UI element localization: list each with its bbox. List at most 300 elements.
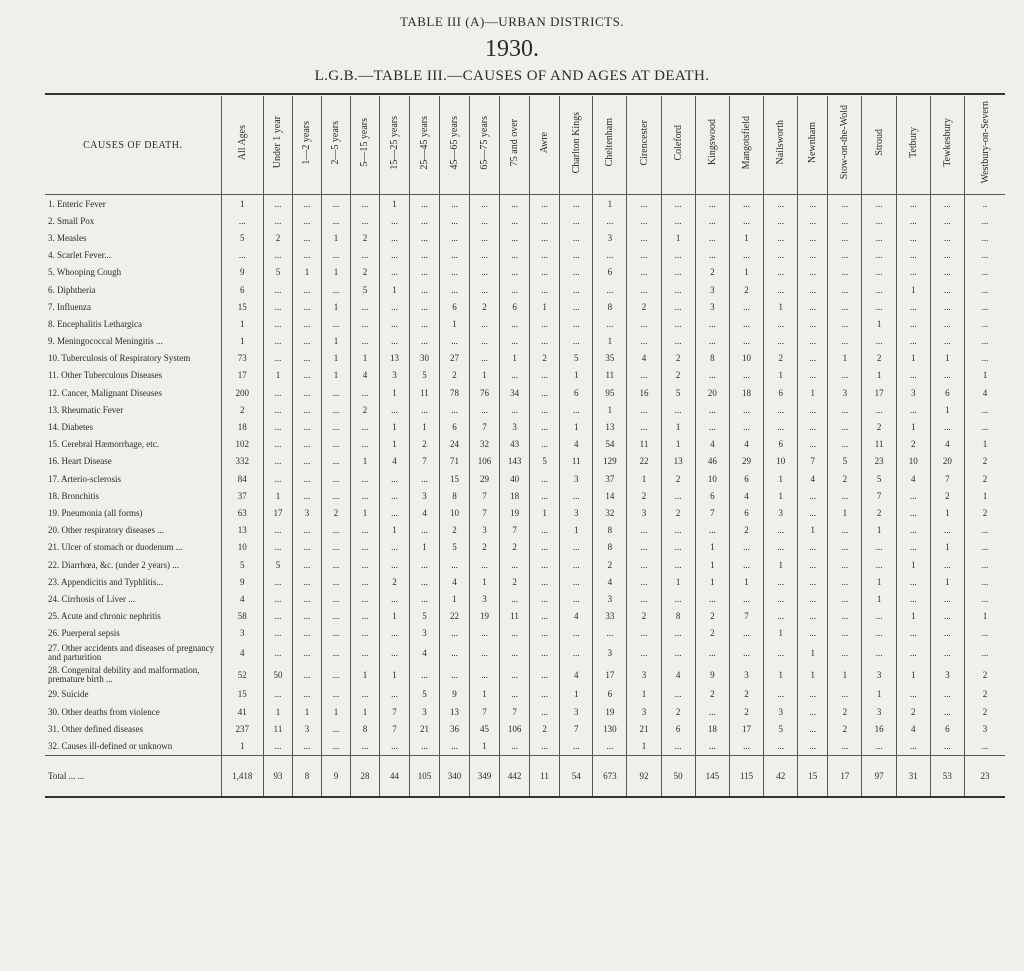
- column-header-label: Cheltenham: [604, 118, 616, 167]
- table-cell: 7: [470, 418, 500, 435]
- table-cell: ...: [729, 401, 763, 418]
- table-cell: 63: [221, 504, 263, 521]
- table-cell: 5: [409, 367, 439, 384]
- table-cell: ...: [500, 367, 530, 384]
- table-cell: 145: [695, 755, 729, 797]
- table-cell: 1: [862, 573, 896, 590]
- table-cell: ...: [661, 686, 695, 703]
- table-cell: ...: [627, 625, 661, 642]
- table-cell: 2: [350, 229, 379, 246]
- table-cell: ...: [627, 281, 661, 298]
- column-header: [828, 96, 862, 195]
- table-cell: 53: [930, 755, 964, 797]
- table-cell: 13: [221, 522, 263, 539]
- table-cell: 4: [440, 573, 470, 590]
- table-cell: 44: [379, 755, 409, 797]
- table-cell: 1: [896, 418, 930, 435]
- table-cell: 5: [764, 720, 798, 737]
- table-cell: 7: [729, 608, 763, 625]
- table-cell: ...: [828, 539, 862, 556]
- column-header-label: 15—25 years: [388, 115, 400, 170]
- table-cell: ...: [661, 401, 695, 418]
- table-cell: ...: [896, 504, 930, 521]
- table-cell: ...: [729, 539, 763, 556]
- table-cell: ...: [930, 590, 964, 607]
- table-cell: ...: [500, 590, 530, 607]
- table-row: [45, 625, 1005, 642]
- table-cell: ...: [862, 625, 896, 642]
- table-cell: ...: [292, 573, 321, 590]
- table-cell: 92: [627, 755, 661, 797]
- table-cell: 16: [862, 720, 896, 737]
- table-cell: ...: [470, 264, 500, 281]
- table-cell: ...: [896, 522, 930, 539]
- table-cell: ...: [965, 401, 1006, 418]
- table-row: [45, 608, 1005, 625]
- table-cell: ...: [729, 642, 763, 664]
- column-header: [379, 96, 409, 195]
- table-cell: ...: [661, 642, 695, 664]
- table-cell: 5: [560, 350, 593, 367]
- table-cell: ...: [862, 212, 896, 229]
- table-cell: 1: [379, 418, 409, 435]
- table-cell: ...: [661, 298, 695, 315]
- table-cell: ...: [695, 212, 729, 229]
- table-cell: 2: [965, 686, 1006, 703]
- table-cell: 93: [264, 755, 293, 797]
- table-cell: ...: [627, 556, 661, 573]
- table-cell: 19: [500, 504, 530, 521]
- table-title: L.G.B.—TABLE III.—CAUSES OF AND AGES AT DEATH.: [314, 68, 710, 84]
- table-cell: ...: [965, 247, 1006, 264]
- table-cell: ...: [661, 590, 695, 607]
- table-cell: 2: [661, 504, 695, 521]
- table-row: [45, 212, 1005, 229]
- table-cell: ...: [930, 333, 964, 350]
- table-cell: ...: [292, 212, 321, 229]
- table-cell: 2: [965, 453, 1006, 470]
- table-cell: ...: [930, 522, 964, 539]
- table-cell: ...: [930, 247, 964, 264]
- table-cell: 2: [264, 229, 293, 246]
- table-cell: ...: [930, 686, 964, 703]
- table-cell: ...: [729, 625, 763, 642]
- cause-label: 18. Bronchitis: [48, 490, 99, 501]
- table-cell: ...: [896, 315, 930, 332]
- column-header-label: Coleford: [672, 124, 684, 161]
- table-cell: ...: [321, 315, 350, 332]
- column-header: [798, 96, 828, 195]
- table-cell: ...: [896, 642, 930, 664]
- table-cell: 2: [661, 703, 695, 720]
- table-cell: ...: [470, 315, 500, 332]
- cause-label: Total ... ...: [45, 755, 221, 797]
- table-cell: 1,418: [221, 755, 263, 797]
- table-cell: ...: [440, 737, 470, 755]
- table-cell: ...: [560, 333, 593, 350]
- table-cell: 10: [729, 350, 763, 367]
- table-cell: ...: [560, 642, 593, 664]
- table-cell: ...: [798, 539, 828, 556]
- table-cell: ...: [896, 573, 930, 590]
- table-cell: ...: [965, 573, 1006, 590]
- table-cell: ...: [930, 281, 964, 298]
- table-cell: 7: [862, 487, 896, 504]
- table-cell: ...: [764, 401, 798, 418]
- table-cell: 1: [593, 333, 627, 350]
- table-cell: ...: [695, 229, 729, 246]
- table-cell: ...: [828, 333, 862, 350]
- column-header: [862, 96, 896, 195]
- table-cell: 36: [440, 720, 470, 737]
- table-row: [45, 703, 1005, 720]
- table-cell: ...: [409, 470, 439, 487]
- column-header-label: Tewkesbury: [941, 118, 953, 167]
- table-cell: ...: [965, 298, 1006, 315]
- table-cell: 130: [593, 720, 627, 737]
- table-cell: 8: [593, 539, 627, 556]
- cause-label: 30. Other deaths from violence: [48, 706, 160, 717]
- table-cell: 22: [627, 453, 661, 470]
- table-cell: ...: [530, 737, 560, 755]
- table-cell: 2: [965, 703, 1006, 720]
- table-cell: 1: [729, 264, 763, 281]
- table-cell: ...: [321, 522, 350, 539]
- table-cell: 1: [661, 418, 695, 435]
- table-cell: 4: [350, 367, 379, 384]
- table-row: [45, 504, 1005, 521]
- column-header-causes: CAUSES OF DEATH.: [45, 96, 221, 195]
- table-cell: 1: [379, 281, 409, 298]
- cause-label: 11. Other Tuberculous Diseases: [48, 370, 163, 381]
- table-cell: 1: [292, 703, 321, 720]
- column-header-label: Under 1 year: [272, 116, 284, 169]
- table-cell: ...: [470, 212, 500, 229]
- table-row: [45, 642, 1005, 664]
- table-cell: ...: [321, 686, 350, 703]
- column-header: [409, 96, 439, 195]
- table-cell: ...: [292, 401, 321, 418]
- table-row: [45, 539, 1005, 556]
- table-cell: 4: [965, 384, 1006, 401]
- table-cell: 1: [560, 686, 593, 703]
- table-cell: 9: [221, 573, 263, 590]
- table-cell: 4: [729, 436, 763, 453]
- column-header: [593, 96, 627, 195]
- table-cell: ...: [292, 470, 321, 487]
- table-cell: ...: [930, 418, 964, 435]
- table-cell: 6: [930, 720, 964, 737]
- table-cell: ...: [965, 522, 1006, 539]
- cause-label: 13. Rheumatic Fever: [48, 404, 124, 415]
- table-cell: ...: [798, 298, 828, 315]
- table-cell: 2: [729, 703, 763, 720]
- table-cell: ...: [965, 333, 1006, 350]
- table-cell: ...: [798, 264, 828, 281]
- table-cell: 4: [221, 642, 263, 664]
- table-cell: ...: [264, 608, 293, 625]
- table-cell: ...: [828, 590, 862, 607]
- table-cell: ...: [930, 642, 964, 664]
- table-cell: ...: [627, 522, 661, 539]
- table-cell: ...: [440, 229, 470, 246]
- table-cell: ...: [292, 556, 321, 573]
- table-cell: ...: [729, 195, 763, 213]
- table-cell: 3: [409, 625, 439, 642]
- table-cell: ...: [350, 522, 379, 539]
- table-cell: ...: [350, 686, 379, 703]
- table-cell: ...: [896, 686, 930, 703]
- table-cell: ...: [440, 401, 470, 418]
- cause-label: 24. Cirrhosis of Liver ...: [48, 593, 135, 604]
- table-cell: 45: [470, 720, 500, 737]
- table-row: [45, 350, 1005, 367]
- table-cell: 7: [409, 453, 439, 470]
- table-cell: ...: [264, 470, 293, 487]
- table-cell: ...: [292, 281, 321, 298]
- table-cell: ...: [292, 384, 321, 401]
- table-cell: 8: [440, 487, 470, 504]
- table-cell: ...: [798, 720, 828, 737]
- table-cell: ...: [530, 470, 560, 487]
- table-cell: ...: [321, 539, 350, 556]
- table-cell: 1: [798, 384, 828, 401]
- table-cell: ...: [500, 664, 530, 686]
- table-cell: ...: [798, 504, 828, 521]
- table-cell: ...: [292, 608, 321, 625]
- table-cell: 97: [862, 755, 896, 797]
- table-row: [45, 367, 1005, 384]
- table-cell: ...: [379, 487, 409, 504]
- table-cell: ...: [862, 608, 896, 625]
- table-cell: 2: [500, 573, 530, 590]
- table-cell: ...: [593, 247, 627, 264]
- cause-label: 21. Ulcer of stomach or duodenum ...: [48, 542, 183, 553]
- table-cell: 2: [350, 401, 379, 418]
- cause-label: 14. Diabetes: [48, 422, 93, 433]
- table-cell: ...: [627, 264, 661, 281]
- table-cell: 7: [470, 504, 500, 521]
- table-cell: 1: [560, 367, 593, 384]
- table-cell: ...: [627, 642, 661, 664]
- table-cell: 2: [862, 418, 896, 435]
- table-cell: ...: [798, 212, 828, 229]
- table-cell: ...: [350, 625, 379, 642]
- table-cell: ...: [409, 212, 439, 229]
- table-row: [45, 315, 1005, 332]
- table-cell: 1: [500, 350, 530, 367]
- table-cell: 27: [440, 350, 470, 367]
- table-cell: 2: [350, 264, 379, 281]
- table-cell: 1: [764, 487, 798, 504]
- table-cell: 21: [409, 720, 439, 737]
- table-cell: ...: [828, 298, 862, 315]
- table-cell: ...: [560, 401, 593, 418]
- table-cell: ...: [379, 401, 409, 418]
- table-cell: ...: [828, 367, 862, 384]
- table-cell: ...: [764, 608, 798, 625]
- table-cell: ...: [530, 436, 560, 453]
- table-cell: 15: [798, 755, 828, 797]
- table-cell: 21: [627, 720, 661, 737]
- column-header-label: Awre: [539, 131, 551, 154]
- table-cell: ...: [292, 350, 321, 367]
- table-cell: 2: [930, 487, 964, 504]
- table-cell: ...: [379, 539, 409, 556]
- table-cell: 7: [379, 703, 409, 720]
- table-cell: 11: [862, 436, 896, 453]
- table-cell: ...: [500, 333, 530, 350]
- table-cell: ...: [409, 195, 439, 213]
- table-cell: 30: [409, 350, 439, 367]
- table-cell: 105: [409, 755, 439, 797]
- table-cell: 10: [764, 453, 798, 470]
- table-cell: ...: [729, 298, 763, 315]
- table-row: [45, 664, 1005, 686]
- table-cell: ...: [661, 195, 695, 213]
- table-cell: 6: [560, 384, 593, 401]
- table-cell: ...: [661, 281, 695, 298]
- table-cell: ...: [695, 418, 729, 435]
- table-cell: ...: [470, 664, 500, 686]
- table-cell: ...: [828, 686, 862, 703]
- table-cell: ...: [560, 625, 593, 642]
- table-cell: 1: [896, 608, 930, 625]
- table-cell: ...: [530, 418, 560, 435]
- table-cell: ...: [470, 195, 500, 213]
- table-cell: ...: [379, 737, 409, 755]
- table-cell: ...: [292, 315, 321, 332]
- table-cell: 1: [379, 195, 409, 213]
- table-cell: 1: [409, 418, 439, 435]
- table-cell: 1: [930, 539, 964, 556]
- table-cell: ...: [764, 737, 798, 755]
- table-cell: 3: [560, 504, 593, 521]
- table-cell: ...: [379, 333, 409, 350]
- table-cell: 46: [695, 453, 729, 470]
- table-cell: ...: [470, 229, 500, 246]
- table-cell: 9: [695, 664, 729, 686]
- table-cell: 1: [896, 350, 930, 367]
- table-cell: ...: [661, 522, 695, 539]
- table-cell: ...: [798, 573, 828, 590]
- table-cell: ...: [292, 453, 321, 470]
- table-cell: 1: [764, 625, 798, 642]
- table-cell: 4: [560, 664, 593, 686]
- table-cell: ...: [321, 247, 350, 264]
- table-cell: 1: [530, 504, 560, 521]
- table-cell: 2: [470, 539, 500, 556]
- table-cell: ...: [896, 590, 930, 607]
- table-cell: 1: [321, 703, 350, 720]
- table-cell: ...: [627, 212, 661, 229]
- table-cell: ...: [764, 247, 798, 264]
- table-cell: 5: [530, 453, 560, 470]
- table-cell: ...: [965, 418, 1006, 435]
- table-cell: 2: [440, 522, 470, 539]
- table-cell: ...: [798, 247, 828, 264]
- table-cell: 3: [593, 229, 627, 246]
- column-header: [764, 96, 798, 195]
- table-cell: ...: [965, 737, 1006, 755]
- table-cell: 5: [264, 264, 293, 281]
- table-cell: 2: [764, 350, 798, 367]
- table-cell: ...: [321, 720, 350, 737]
- table-cell: 5: [661, 384, 695, 401]
- table-cell: ...: [292, 229, 321, 246]
- table-cell: ...: [264, 212, 293, 229]
- table-cell: ...: [264, 453, 293, 470]
- table-cell: ...: [828, 487, 862, 504]
- table-cell: ...: [828, 625, 862, 642]
- table-cell: ...: [470, 247, 500, 264]
- table-cell: 58: [221, 608, 263, 625]
- table-cell: 10: [440, 504, 470, 521]
- table-cell: ...: [500, 401, 530, 418]
- cause-label: 26. Puerperal sepsis: [48, 628, 120, 639]
- table-cell: 3: [409, 703, 439, 720]
- table-cell: ...: [764, 333, 798, 350]
- table-cell: ...: [292, 522, 321, 539]
- table-cell: 1: [930, 504, 964, 521]
- table-cell: 3: [627, 664, 661, 686]
- table-cell: 1: [828, 664, 862, 686]
- table-cell: ...: [264, 539, 293, 556]
- table-cell: ...: [292, 298, 321, 315]
- table-cell: 2: [729, 686, 763, 703]
- table-cell: ...: [350, 298, 379, 315]
- table-cell: 7: [560, 720, 593, 737]
- table-cell: 349: [470, 755, 500, 797]
- table-row: [45, 720, 1005, 737]
- table-cell: ...: [798, 703, 828, 720]
- table-cell: ...: [379, 625, 409, 642]
- table-cell: ...: [350, 737, 379, 755]
- cause-label: 32. Causes ill-defined or unknown: [48, 741, 173, 752]
- cause-label: 2. Small Pox: [48, 215, 95, 226]
- table-cell: 8: [593, 298, 627, 315]
- table-cell: ...: [560, 298, 593, 315]
- table-cell: 1: [350, 504, 379, 521]
- table-cell: ...: [350, 212, 379, 229]
- table-cell: ...: [264, 195, 293, 213]
- table-cell: 19: [470, 608, 500, 625]
- column-header: [627, 96, 661, 195]
- table-cell: ...: [965, 642, 1006, 664]
- table-cell: ...: [862, 195, 896, 213]
- table-cell: 1: [627, 737, 661, 755]
- table-cell: 4: [593, 573, 627, 590]
- table-cell: ...: [560, 212, 593, 229]
- table-cell: 1: [764, 470, 798, 487]
- column-header: [729, 96, 763, 195]
- table-cell: ...: [828, 315, 862, 332]
- table-cell: 6: [440, 418, 470, 435]
- column-header: [965, 96, 1006, 195]
- table-cell: ...: [221, 247, 263, 264]
- table-cell: 17: [593, 664, 627, 686]
- table-cell: ...: [530, 664, 560, 686]
- column-header-label: Charlton Kings: [570, 111, 582, 174]
- table-cell: 11: [627, 436, 661, 453]
- table-cell: 32: [470, 436, 500, 453]
- column-header: [470, 96, 500, 195]
- table-cell: 2: [729, 522, 763, 539]
- table-cell: ...: [764, 686, 798, 703]
- table-cell: ...: [695, 642, 729, 664]
- table-cell: 3: [470, 522, 500, 539]
- table-cell: 2: [965, 664, 1006, 686]
